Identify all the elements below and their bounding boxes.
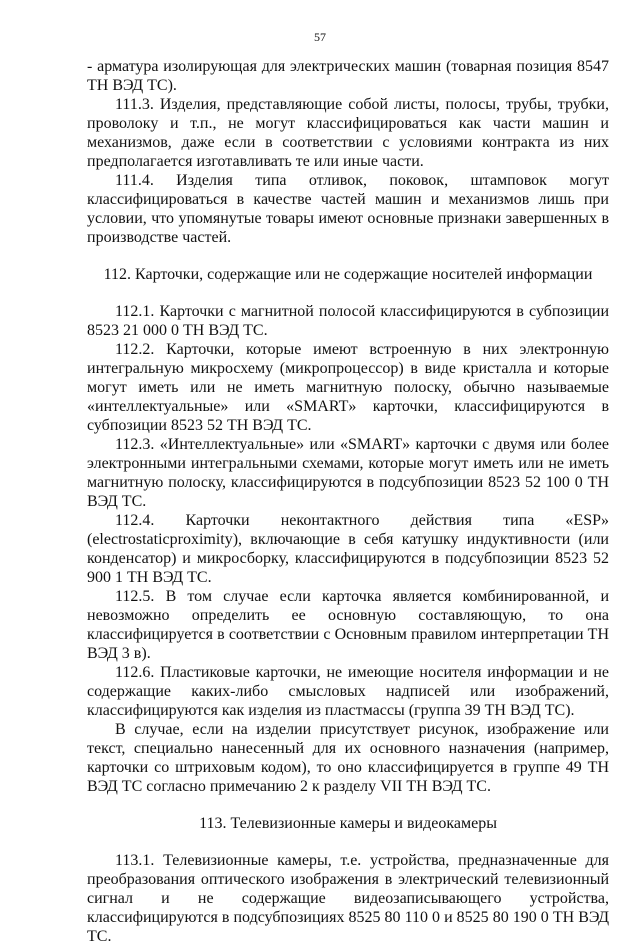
paragraph-112-6: 112.6. Пластиковые карточки, не имеющие носителя информации и не содержащие каких-либо смысловых надписей или изображений, классифицируются как изделия из пластмассы (группа 39 ТН ВЭД ТС). [87, 664, 609, 719]
document-body [87, 57, 609, 946]
paragraph-112-2: 112.2. Карточки, которые имеют встроенную в них электронную интегральную микросхему (микропроцессор) в виде кристалла и которые могут иметь или не иметь магнитную полоску, обычно называемые «интеллектуальные» или «SMART» карточки, классифицируются в субпозиции 8523 52 ТН ВЭД ТС. [87, 341, 609, 434]
paragraph-112-3: 112.3. «Интеллектуальные» или «SMART» карточки с двумя или более электронными интегральными схемами, которые могут иметь или не иметь магнитную полоску, классифицируются в подсубпозиции 8523 52 100 0 ТН ВЭД ТС. [87, 436, 609, 510]
section-heading-113: 113. Телевизионные камеры и видеокамеры [199, 815, 497, 832]
paragraph-111-4: 111.4. Изделия типа отливок, поковок, штамповок могут классифицироваться в качестве частей машин и механизмов лишь при условии, что упомянутые товары имеют основные признаки завершенных в производстве частей. [87, 172, 609, 246]
paragraph-112-5: 112.5. В том случае если карточка является комбинированной, и невозможно определить ее основную составляющую, то она классифицируется в соответствии с Основным правилом интерпретации ТН ВЭД 3 в). [87, 588, 609, 662]
paragraph-112-4: 112.4. Карточки неконтактного действия типа «ESP» (electrostaticproximity), включающие в себя катушку индуктивности (или конденсатор) и микросборку, классифицируются в подсубпозиции 8523 52 900 1 ТН ВЭД ТС. [87, 512, 609, 586]
page-number: 57 [314, 30, 326, 44]
paragraph-112-1: 112.1. Карточки с магнитной полосой классифицируются в субпозиции 8523 21 000 0 ТН ВЭД ТС. [87, 303, 609, 339]
paragraph-111-3: 111.3. Изделия, представляющие собой листы, полосы, трубы, трубки, проволоку и т.п., не могут классифицироваться как части машин и механизмов, даже если в соответствии с условиями контракта из них предполагается изготавливать те или иные части. [87, 96, 609, 170]
paragraph-armatura: - арматура изолирующая для электрических машин (товарная позиция 8547 ТН ВЭД ТС). [87, 58, 609, 94]
paragraph-112-6-note: В случае, если на изделии присутствует рисунок, изображение или текст, специально нанесенный для их основного назначения (например, карточки со штриховым кодом), то оно классифицируется в группе 49 ТН ВЭД ТС согласно примечанию 2 к разделу VII ТН ВЭД ТС. [87, 721, 609, 795]
paragraph-113-1: 113.1. Телевизионные камеры, т.е. устройства, предназначенные для преобразования оптического изображения в электрический телевизионный сигнал и не содержащие видеозаписывающего устройства, классифицируются в подсубпозициях 8525 80 110 0 и 8525 80 190 0 ТН ВЭД ТС. [87, 852, 609, 945]
section-heading-112: 112. Карточки, содержащие или не содержащие носителей информации [103, 266, 593, 283]
